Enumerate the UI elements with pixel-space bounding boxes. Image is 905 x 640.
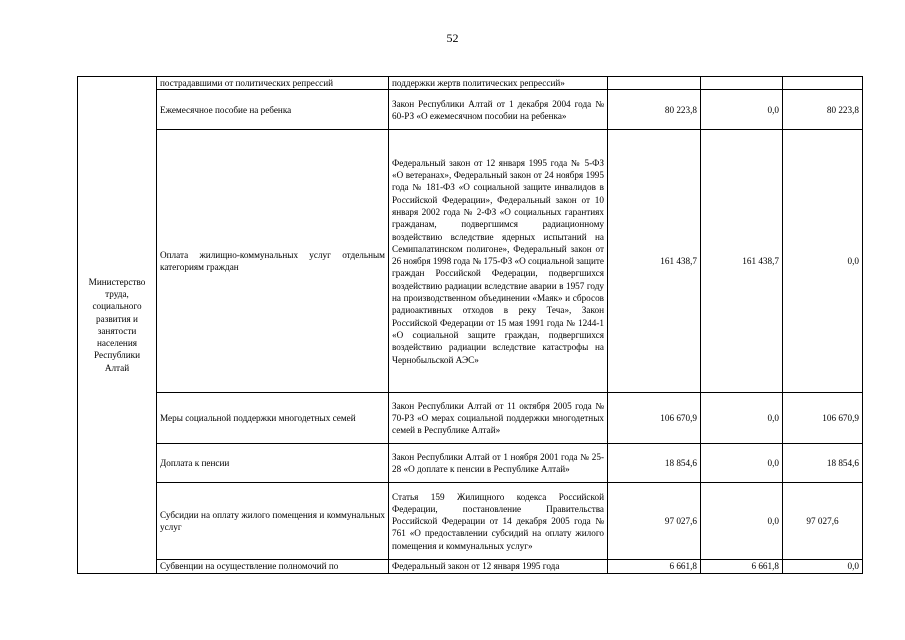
table-row xyxy=(78,483,863,560)
amount-regional: 106 670,9 xyxy=(783,393,863,444)
measure-name: Субсидии на оплату жилого помещения и коммунальных услуг xyxy=(157,483,389,560)
legal-basis: поддержки жертв политических репрессий» xyxy=(389,77,608,90)
amount-federal: 6 661,8 xyxy=(701,560,783,573)
amount-regional: 0,0 xyxy=(783,130,863,393)
amount-regional: 80 223,8 xyxy=(783,90,863,130)
amount-federal xyxy=(701,77,783,90)
legal-basis: Федеральный закон от 12 января 1995 года № 5-ФЗ «О ветеранах», Федеральный закон от 24 ноября 1995 года № 181-ФЗ «О социальной защите инвалидов в Российской Федерации», Федеральный закон от 10 января 2002 года № 2-ФЗ «О социальных гарантиях гражданам, подвергшимся радиационному воздействию вследствие ядерных испытаний на Семипалатинском полигоне», Федеральный закон от 26 ноября 1998 года № 175-ФЗ «О социальной защите граждан Российской Федерации, подвергшихся воздействию радиации вследствие аварии в 1957 году на производственном объединении «Маяк» и сбросов радиоактивных отходов в реку Теча», Закон Российской Федерации от 15 мая 1991 года № 1244-1 «О социальной защите граждан, подвергшихся воздействию радиации вследствие катастрофы на Чернобыльской АЭС» xyxy=(389,130,608,393)
table-row xyxy=(78,560,863,573)
legal-basis: Статья 159 Жилищного кодекса Российской Федерации, постановление Правительства Российской Федерации от 14 декабря 2005 года № 761 «О предоставлении субсидий на оплату жилого помещения и коммунальных услуг» xyxy=(389,483,608,560)
amount-total: 161 438,7 xyxy=(608,130,701,393)
legal-basis: Закон Республики Алтай от 1 декабря 2004 года № 60-РЗ «О ежемесячном пособии на ребенка» xyxy=(389,90,608,130)
amount-total: 18 854,6 xyxy=(608,444,701,483)
amount-regional xyxy=(783,77,863,90)
page-number: 52 xyxy=(446,31,459,45)
legal-basis: Закон Республики Алтай от 1 ноября 2001 года № 25-28 «О доплате к пенсии в Республике Алтай» xyxy=(389,444,608,483)
table-row xyxy=(78,77,863,90)
amount-federal: 0,0 xyxy=(701,483,783,560)
ministry-cell: Министерство труда, социального развития и занятости населения Республики Алтай xyxy=(78,77,157,574)
amount-total: 6 661,8 xyxy=(608,560,701,573)
legal-basis: Закон Республики Алтай от 11 октября 2005 года № 70-РЗ «О мерах социальной поддержки многодетных семей в Республике Алтай» xyxy=(389,393,608,444)
table-row xyxy=(78,393,863,444)
amount-regional: 97 027,6 xyxy=(783,483,863,560)
legal-basis: Федеральный закон от 12 января 1995 года xyxy=(389,560,608,573)
amount-federal: 161 438,7 xyxy=(701,130,783,393)
table-row xyxy=(78,444,863,483)
measure-name: Ежемесячное пособие на ребенка xyxy=(157,90,389,130)
table-row xyxy=(78,130,863,393)
amount-total: 97 027,6 xyxy=(608,483,701,560)
amount-total: 106 670,9 xyxy=(608,393,701,444)
amount-total: 80 223,8 xyxy=(608,90,701,130)
amount-federal: 0,0 xyxy=(701,90,783,130)
budget-table xyxy=(77,76,863,574)
amount-regional: 18 854,6 xyxy=(783,444,863,483)
amount-regional: 0,0 xyxy=(783,560,863,573)
measure-name: Оплата жилищно-коммунальных услуг отдельным категориям граждан xyxy=(157,130,389,393)
measure-name: Доплата к пенсии xyxy=(157,444,389,483)
measure-name: Субвенции на осуществление полномочий по xyxy=(157,560,389,573)
measure-name: Меры социальной поддержки многодетных семей xyxy=(157,393,389,444)
table-row xyxy=(78,90,863,130)
measure-name: пострадавшими от политических репрессий xyxy=(157,77,389,90)
amount-federal: 0,0 xyxy=(701,393,783,444)
amount-federal: 0,0 xyxy=(701,444,783,483)
amount-total xyxy=(608,77,701,90)
